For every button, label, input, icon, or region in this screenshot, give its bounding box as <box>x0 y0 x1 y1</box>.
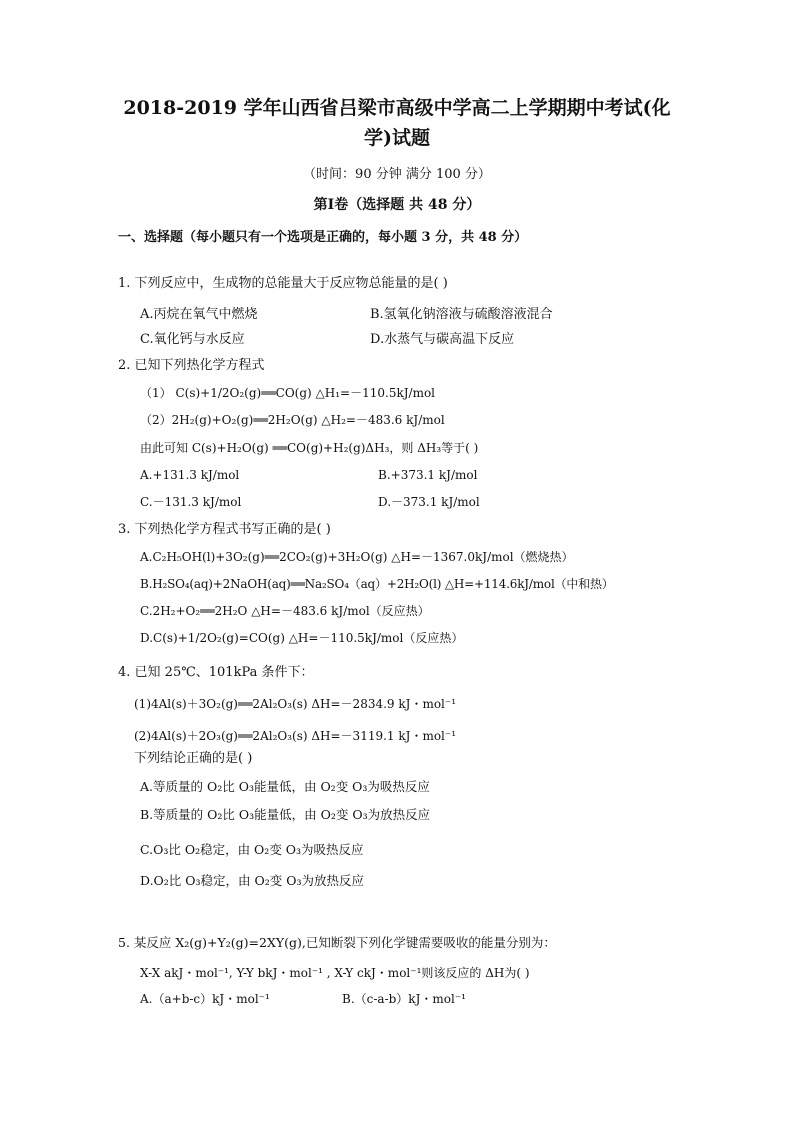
q1-option-d: D.水蒸气与碳高温下反应 <box>370 332 515 347</box>
q4-option-a: A.等质量的 O₂比 O₃能量低，由 O₂变 O₃为吸热反应 <box>140 779 430 794</box>
volume-heading: 第Ⅰ卷（选择题 共 48 分） <box>313 197 481 213</box>
q5-option-a: A.（a+b-c）kJ・mol⁻¹ <box>140 992 270 1006</box>
q3-option-b: B.H₂SO₄(aq)+2NaOH(aq)══Na₂SO₄（aq）+2H₂O(l) △H=+114.6kJ/mol（中和热） <box>140 577 614 591</box>
q4-option-d: D.O₂比 O₃稳定，由 O₂变 O₃为放热反应 <box>140 873 365 888</box>
q3-option-a: A.C₂H₅OH(l)+3O₂(g)══2CO₂(g)+3H₂O(g) △H=－1367.0kJ/mol（燃烧热） <box>140 550 574 564</box>
q4-option-b: B.等质量的 O₂比 O₃能量低，由 O₂变 O₃为放热反应 <box>140 807 431 822</box>
q2-equation-2: （2）2H₂(g)+O₂(g)══2H₂O(g) △H₂=－483.6 kJ/mol <box>140 413 445 427</box>
q4-question: 下列结论正确的是( ) <box>134 751 253 766</box>
q2-option-b: B.+373.1 kJ/mol <box>378 468 478 482</box>
q3-option-d: D.C(s)+1/2O₂(g)=CO(g) △H=－110.5kJ/mol（反应热） <box>140 631 464 645</box>
q3-option-c: C.2H₂+O₂══2H₂O △H=－483.6 kJ/mol（反应热） <box>140 604 430 618</box>
exam-title-line1: 2018-2019 学年山西省吕梁市高级中学高二上学期期中考试(化 <box>123 97 671 119</box>
q4-equation-1: (1)4Al(s)＋3O₂(g)══2Al₂O₃(s) ΔH=－2834.9 kJ・mol⁻¹ <box>134 697 457 711</box>
q4-option-c: C.O₃比 O₂稳定，由 O₂变 O₃为吸热反应 <box>140 842 364 857</box>
q4-stem: 4. 已知 25℃、101kPa 条件下： <box>118 665 314 680</box>
q5-option-b: B.（c-a-b）kJ・mol⁻¹ <box>342 992 466 1006</box>
q1-option-a: A.丙烷在氧气中燃烧 <box>140 307 258 322</box>
q2-stem: 2. 已知下列热化学方程式 <box>118 358 265 373</box>
q5-stem: 5. 某反应 X₂(g)+Y₂(g)=2XY(g),已知断裂下列化学键需要吸收的能量分别为： <box>118 935 556 950</box>
q2-question: 由此可知 C(s)+H₂O(g) ══CO(g)+H₂(g)ΔH₃，则 ΔH₃等于( ) <box>140 441 479 455</box>
q2-equation-1: （1） C(s)+1/2O₂(g)══CO(g) △H₁=－110.5kJ/mol <box>140 386 436 400</box>
q5-bond-energies: X-X akJ・mol⁻¹, Y-Y bkJ・mol⁻¹ , X-Y ckJ・mol⁻¹则该反应的 ΔH为( ) <box>140 966 530 980</box>
q3-stem: 3. 下列热化学方程式书写正确的是( ) <box>118 522 331 537</box>
exam-title-line2: 学)试题 <box>364 127 430 149</box>
q1-stem: 1. 下列反应中，生成物的总能量大于反应物总能量的是( ) <box>118 276 448 291</box>
q1-option-b: B.氢氧化钠溶液与硫酸溶液混合 <box>370 307 553 322</box>
section-heading: 一、选择题（每小题只有一个选项是正确的，每小题 3 分，共 48 分） <box>118 230 528 245</box>
q2-option-c: C.－131.3 kJ/mol <box>140 495 242 509</box>
q1-option-c: C.氧化钙与水反应 <box>140 332 245 347</box>
exam-time-info: （时间：90 分钟 满分 100 分） <box>303 167 491 182</box>
q4-equation-2: (2)4Al(s)＋2O₃(g)══2Al₂O₃(s) ΔH=－3119.1 kJ・mol⁻¹ <box>134 729 457 743</box>
q2-option-d: D.－373.1 kJ/mol <box>378 495 480 509</box>
q2-option-a: A.+131.3 kJ/mol <box>140 468 240 482</box>
